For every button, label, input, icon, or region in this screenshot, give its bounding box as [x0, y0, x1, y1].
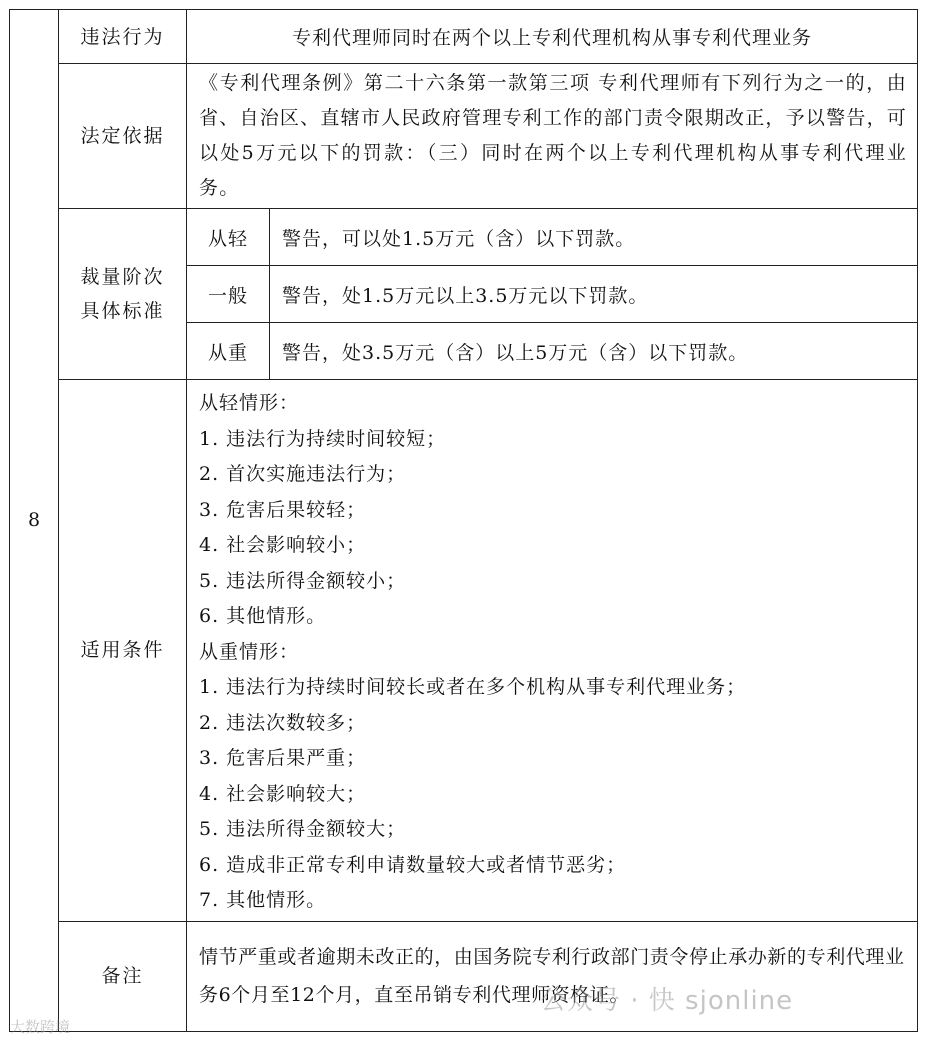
legal-basis-text: 《专利代理条例》第二十六条第一款第三项 专利代理师有下列行为之一的，由省、自治区、直辖市人民政府管理专利工作的部门责令限期改正，予以警告，可以处5万元以下的罚款：（三）同时在两个以上专利代理机构从事专利代理业务。	[187, 64, 918, 209]
heavy-circumstances-title: 从重情形：	[199, 640, 300, 663]
violation-text: 专利代理师同时在两个以上专利代理机构从事专利代理业务	[187, 10, 918, 64]
standard-normal: 警告，处1.5万元以上3.5万元以下罚款。	[270, 266, 918, 323]
level-normal: 一般	[187, 266, 270, 323]
conditions-list	[187, 380, 918, 922]
violation-label: 违法行为	[59, 10, 187, 64]
light-circumstances-title: 从轻情形：	[199, 392, 300, 414]
list-item: 5. 违法所得金额较小；	[199, 569, 407, 592]
list-item: 5. 违法所得金额较大；	[199, 818, 407, 840]
conditions-label: 适用条件	[59, 380, 187, 922]
watermark-corner: 大数跨境	[10, 1018, 71, 1036]
remarks-label: 备注	[59, 921, 187, 1031]
list-item: 6. 造成非正常专利申请数量较大或者情节恶劣；	[199, 853, 627, 876]
list-item: 1. 违法行为持续时间较短；	[199, 427, 447, 450]
list-item: 4. 社会影响较大；	[199, 782, 367, 805]
remarks-text: 情节严重或者逾期未改正的，由国务院专利行政部门责令停止承办新的专利代理业务6个月至12个月，直至吊销专利代理师资格证。	[187, 921, 918, 1031]
list-item: 4. 社会影响较小；	[199, 534, 367, 556]
row-number: 8	[10, 10, 59, 1032]
legal-basis-label: 法定依据	[59, 64, 187, 209]
level-light: 从轻	[187, 209, 270, 266]
list-item: 6. 其他情形。	[199, 605, 327, 627]
list-item: 1. 违法行为持续时间较长或者在多个机构从事专利代理业务；	[199, 676, 747, 698]
list-item: 2. 违法次数较多；	[199, 711, 367, 734]
standard-heavy: 警告，处3.5万元（含）以上5万元（含）以下罚款。	[270, 323, 918, 380]
list-item: 2. 首次实施违法行为；	[199, 463, 407, 485]
level-heavy: 从重	[187, 323, 270, 380]
list-item: 7. 其他情形。	[199, 889, 327, 911]
discretion-label	[59, 209, 187, 380]
watermark-main: 公众号 · 快 sjonline	[540, 986, 794, 1016]
list-item: 3. 危害后果严重；	[199, 747, 367, 769]
discretion-label-line2: 具体标准	[80, 300, 165, 322]
discretion-label-line1: 裁量阶次	[80, 266, 165, 288]
standard-light: 警告，可以处1.5万元（含）以下罚款。	[270, 209, 918, 266]
penalty-standard-table	[9, 9, 918, 1032]
list-item: 3. 危害后果较轻；	[199, 498, 367, 521]
